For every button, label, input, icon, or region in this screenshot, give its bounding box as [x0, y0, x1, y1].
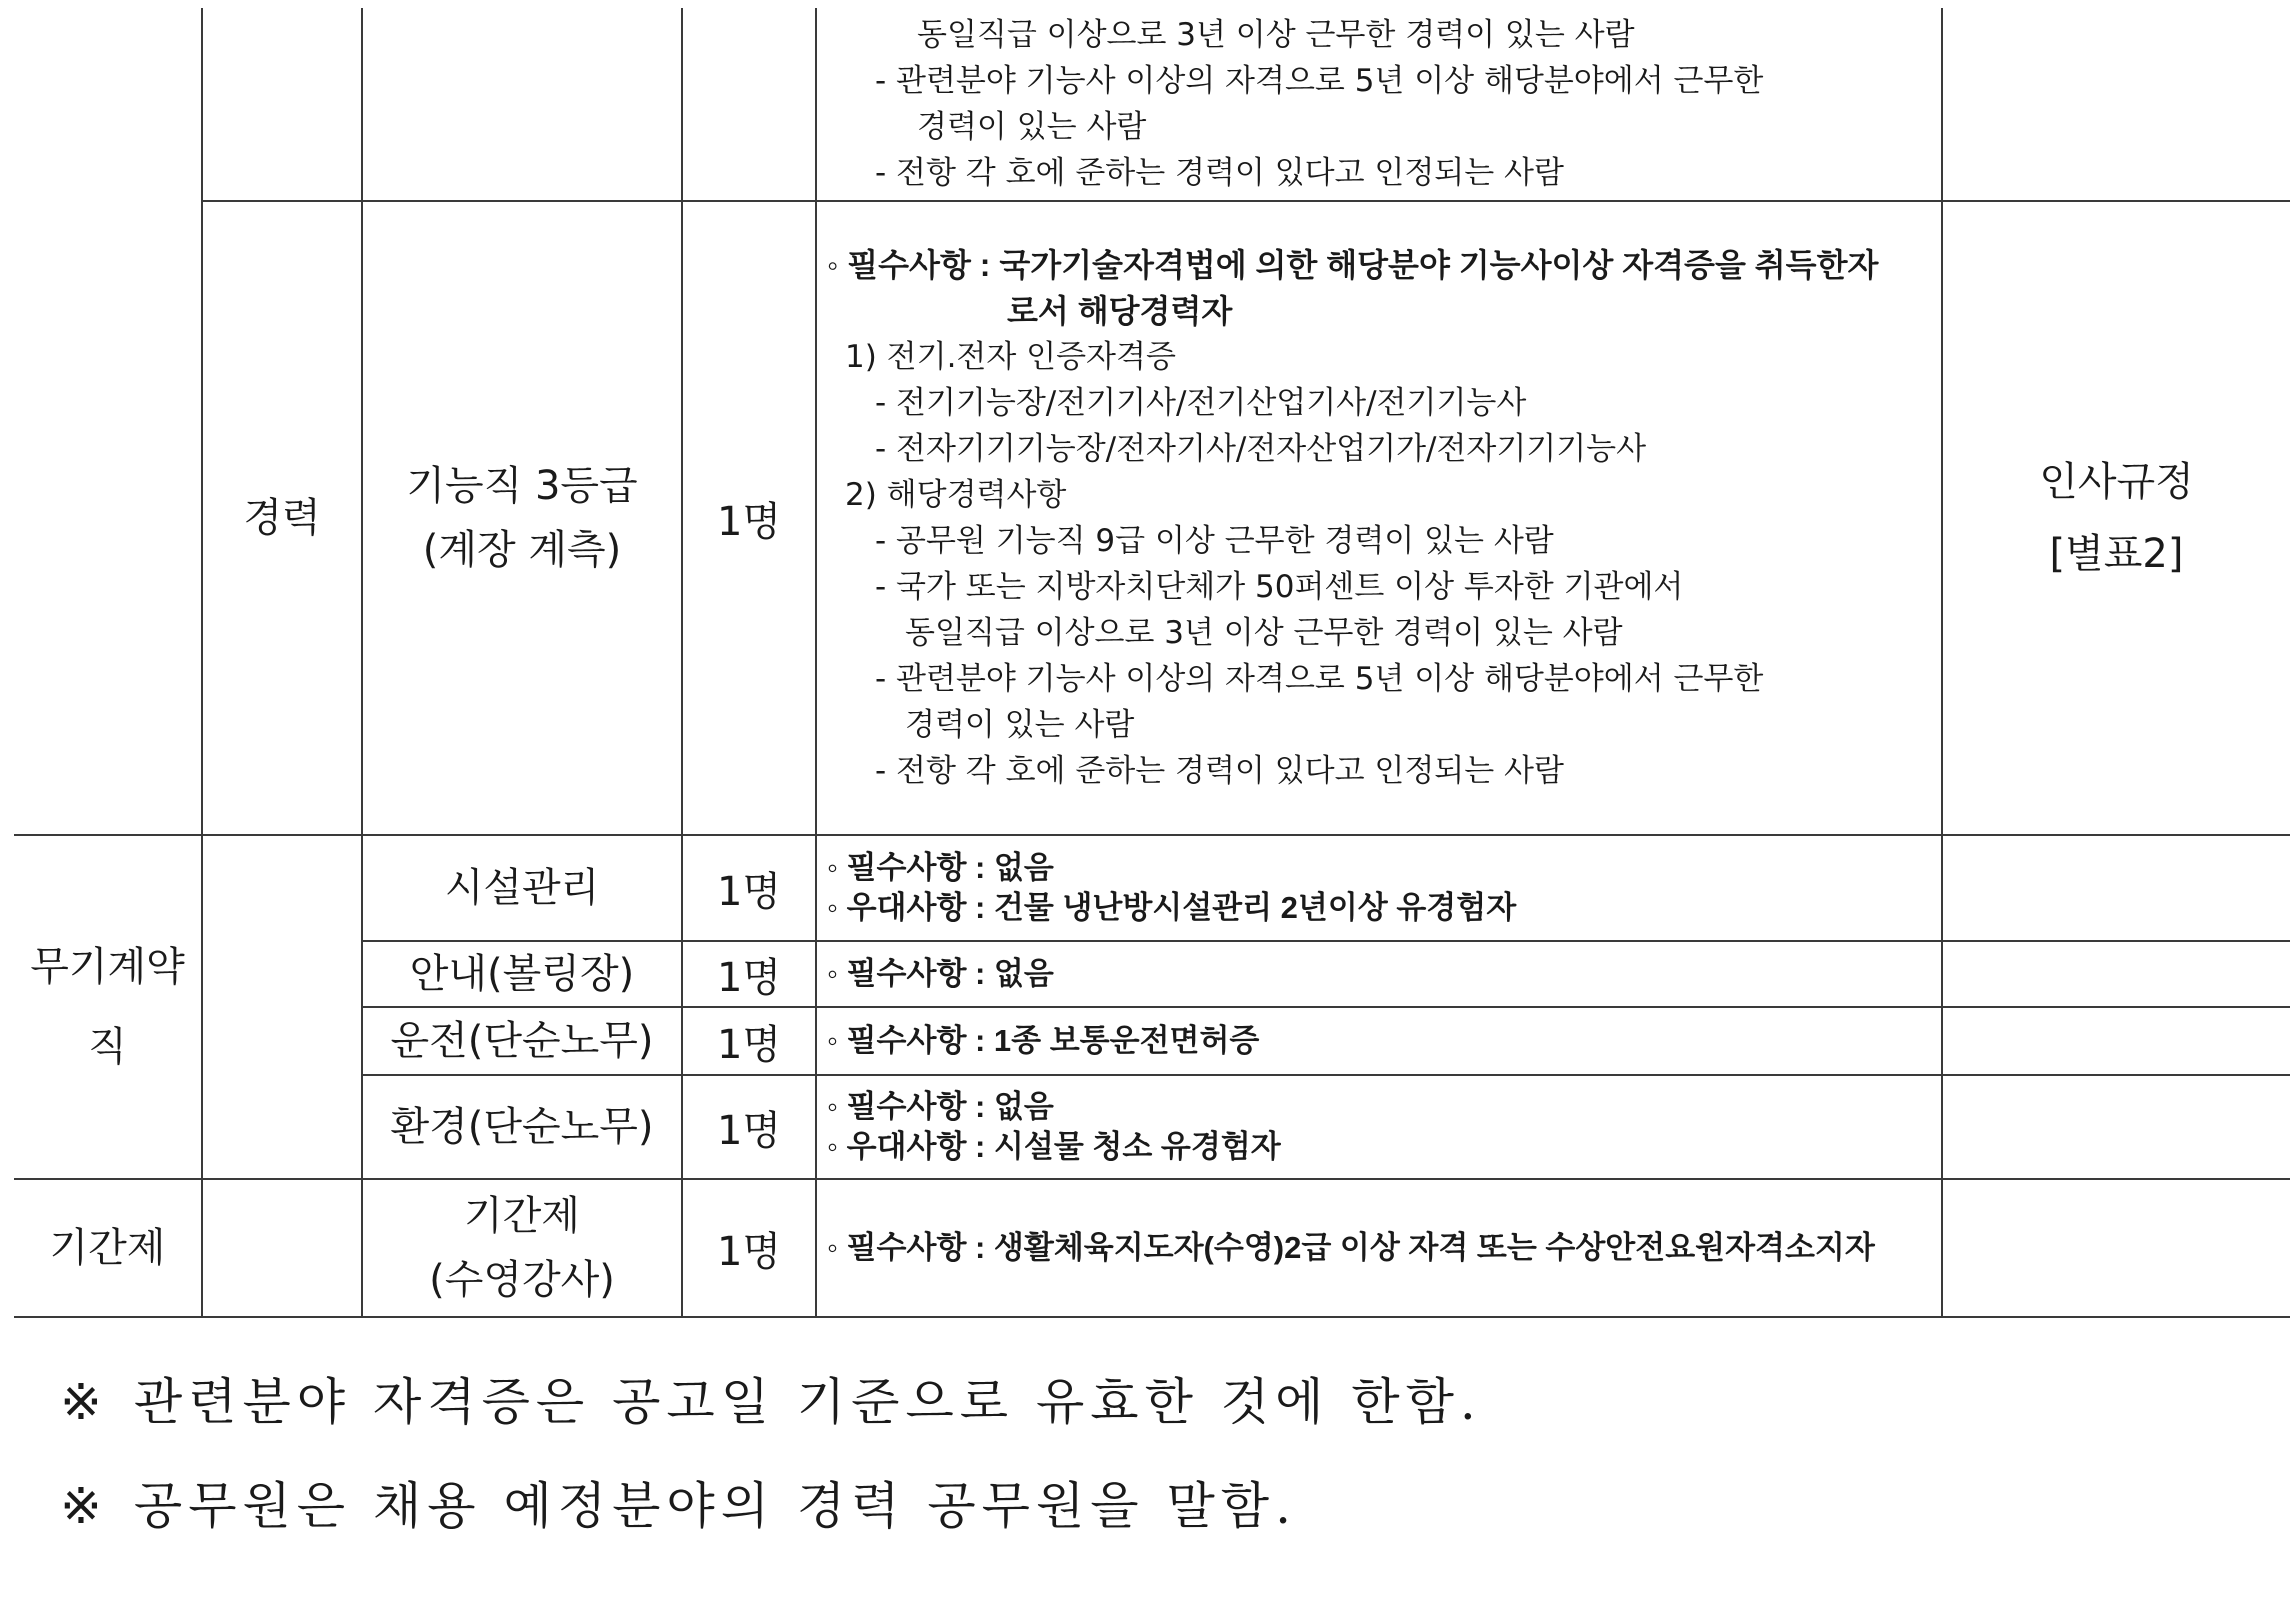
reference-mark: ※: [60, 1373, 108, 1431]
preferred-item: ◦ 우대사항 : 시설물 청소 유경험자: [827, 1129, 1281, 1164]
note-cell-empty: [1942, 1179, 2290, 1317]
position-cell: 안내(볼링장): [362, 941, 682, 1007]
requirement-line: 2) 해당경력사항: [845, 477, 1067, 513]
required-item: ◦ 필수사항 : 없음: [827, 956, 1054, 991]
note-cell: [1942, 201, 2290, 835]
required-item-cont: 로서 해당경력자: [1007, 293, 1233, 329]
group-cell: 기간제: [14, 1179, 202, 1317]
headcount-cell: 1명: [682, 1075, 816, 1179]
footnote-text: 공무원은 채용 예정분야의 경력 공무원을 말함.: [133, 1477, 1297, 1535]
requirement-line: 동일직급 이상으로 3년 이상 근무한 경력이 있는 사람: [905, 615, 1623, 651]
requirements-cell: [816, 941, 1942, 1007]
preferred-item: ◦ 우대사항 : 건물 냉난방시설관리 2년이상 유경험자: [827, 890, 1517, 925]
note-cell-empty: [1942, 1007, 2290, 1075]
group-cell: [14, 835, 202, 1179]
footnote: [60, 1350, 2260, 1454]
headcount-cell: 1명: [682, 1179, 816, 1317]
requirement-line: - 관련분야 기능사 이상의 자격으로 5년 이상 해당분야에서 근무한: [875, 661, 1764, 697]
requirements-cell: [816, 201, 1942, 835]
requirement-line: - 국가 또는 지방자치단체가 50퍼센트 이상 투자한 기관에서: [875, 569, 1684, 605]
footnote: [60, 1454, 2260, 1558]
requirements-cell: [816, 1007, 1942, 1075]
requirement-line: 동일직급 이상으로 3년 이상 근무한 경력이 있는 사람: [917, 17, 1635, 53]
requirement-line: - 공무원 기능직 9급 이상 근무한 경력이 있는 사람: [875, 523, 1554, 559]
note-cell-empty: [1942, 1075, 2290, 1179]
position-title: 기능직 3등급: [406, 463, 638, 509]
note-cell-empty: [1942, 8, 2290, 201]
headcount-cell: 1명: [682, 1007, 816, 1075]
requirements-cell: [816, 835, 1942, 941]
required-item: ◦ 필수사항 : 생활체육지도자(수영)2급 이상 자격 또는 수상안전요원자격소지자: [827, 1230, 1875, 1265]
requirement-line: - 전항 각 호에 준하는 경력이 있다고 인정되는 사람: [875, 155, 1564, 191]
permanent-row: [14, 835, 2290, 941]
fixed-term-row: [14, 1179, 2290, 1317]
requirement-line: - 관련분야 기능사 이상의 자격으로 5년 이상 해당분야에서 근무한: [875, 63, 1764, 99]
requirement-line: 1) 전기.전자 인증자격증: [845, 339, 1176, 375]
continuation-row: [14, 8, 2290, 201]
position-cell: 환경(단순노무): [362, 1075, 682, 1179]
group-label: 무기계약: [30, 944, 185, 990]
requirement-line: - 전기기능장/전기기사/전기산업기사/전기기능사: [875, 385, 1527, 421]
note-cell-empty: [1942, 941, 2290, 1007]
recruitment-table: [14, 8, 2290, 1318]
type-cell-empty: [202, 1179, 362, 1317]
required-item: ◦ 필수사항 : 없음: [827, 850, 1054, 885]
requirement-line: - 전항 각 호에 준하는 경력이 있다고 인정되는 사람: [875, 753, 1564, 789]
position-cell: [362, 201, 682, 835]
required-item: ◦ 필수사항 : 없음: [827, 1089, 1054, 1124]
headcount-cell: 1명: [682, 835, 816, 941]
position-subtitle: (계장 계측): [422, 527, 622, 573]
headcount-cell: 1명: [682, 201, 816, 835]
footnotes: [60, 1350, 2260, 1558]
note-text: 인사규정: [2039, 459, 2194, 505]
footnote-text: 관련분야 자격증은 공고일 기준으로 유효한 것에 한함.: [133, 1373, 1482, 1431]
group-label: 직: [88, 1024, 127, 1070]
note-cell-empty: [1942, 835, 2290, 941]
requirement-line: - 전자기기기능장/전자기사/전자산업기가/전자기기기능사: [875, 431, 1647, 467]
requirements-cell: [816, 1075, 1942, 1179]
type-cell: 경력: [202, 201, 362, 835]
type-cell-empty: [202, 8, 362, 201]
requirement-line: 경력이 있는 사람: [917, 109, 1147, 145]
requirements-cell: [816, 1179, 1942, 1317]
required-item: ◦ 필수사항 : 1종 보통운전면허증: [827, 1023, 1260, 1058]
headcount-cell: 1명: [682, 941, 816, 1007]
count-cell-empty: [682, 8, 816, 201]
group-cell-empty: [14, 201, 202, 835]
career-row: [14, 201, 2290, 835]
position-subtitle: (수영강사): [429, 1257, 615, 1303]
position-cell-empty: [362, 8, 682, 201]
required-item: ◦ 필수사항 : 국가기술자격법에 의한 해당분야 기능사이상 자격증을 취득한자: [827, 247, 1879, 283]
position-cell: 시설관리: [362, 835, 682, 941]
requirements-cell: [816, 8, 1942, 201]
position-cell: [362, 1179, 682, 1317]
position-title: 기간제: [464, 1193, 580, 1239]
group-cell-empty: [14, 8, 202, 201]
requirement-line: 경력이 있는 사람: [905, 707, 1135, 743]
position-cell: 운전(단순노무): [362, 1007, 682, 1075]
reference-mark: ※: [60, 1477, 108, 1535]
note-text: [별표2]: [2049, 531, 2184, 577]
type-cell-empty: [202, 835, 362, 1179]
